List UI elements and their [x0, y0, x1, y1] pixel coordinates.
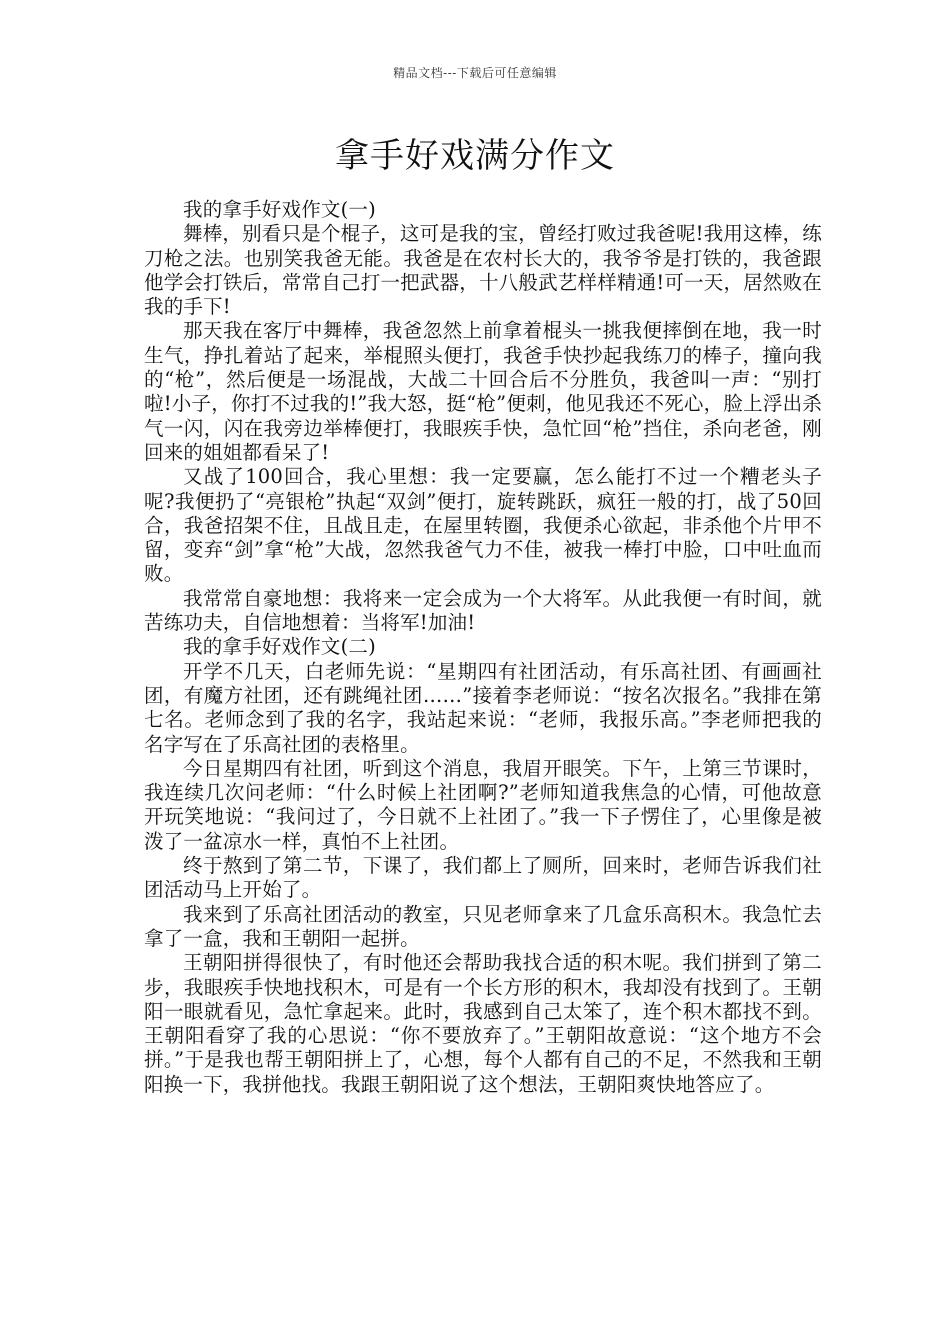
- document-body: [144, 198, 822, 1097]
- paragraph: 开学不几天，白老师先说：“星期四有社团活动，有乐高社团、有画画社团，有魔方社团，还有跳绳社团……”接着李老师说：“按名次报名。”我排在第七名。老师念到了我的名字，我站起来说：“老师，我报乐高。”李老师把我的名字写在了乐高社团的表格里。: [144, 659, 822, 756]
- paragraph: 终于熬到了第二节，下课了，我们都上了厕所，回来时，老师告诉我们社团活动马上开始了。: [144, 854, 822, 902]
- section-heading-1: 我的拿手好戏作文(一): [183, 198, 376, 221]
- paragraph: 那天我在客厅中舞棒，我爸忽然上前拿着棍头一挑我便摔倒在地，我一时生气，挣扎着站了起来，举棍照头便打，我爸手快抄起我练刀的棒子，撞向我的“枪”，然后便是一场混战，大战二十回合后不分胜负，我爸叫一声：“别打啦!小子，你打不过我的!”我大怒，挺“枪”便刺，他见我还不死心，脸上浮出杀气一闪，闪在我旁边举棒便打，我眼疾手快，急忙回“枪”挡住，杀向老爸，刚回来的姐姐都看呆了!: [144, 319, 822, 464]
- paragraph: 我常常自豪地想：我将来一定会成为一个大将军。从此我便一有时间，就苦练功夫，自信地想着：当将军!加油!: [144, 586, 822, 635]
- paragraph: 舞棒，别看只是个棍子，这可是我的宝，曾经打败过我爸呢!我用这棒，练刀枪之法。也别笑我爸无能。我爸是在农村长大的，我爷爷是打铁的，我爸跟他学会打铁后，常常自己打一把武器，十八般武艺样样精通!可一天，居然败在我的手下!: [144, 222, 822, 319]
- paragraph: 今日星期四有社团，听到这个消息，我眉开眼笑。下午，上第三节课时，我连续几次问老师：“什么时候上社团啊?”老师知道我焦急的心情，可他故意开玩笑地说：“我问过了，今日就不上社团了。”我一下子愣住了，心里像是被泼了一盆凉水一样，真怕不上社团。: [144, 756, 822, 853]
- paragraph: 我来到了乐高社团活动的教室，只见老师拿来了几盒乐高积木。我急忙去拿了一盒，我和王朝阳一起拼。: [144, 902, 822, 950]
- section-heading-2: 我的拿手好戏作文(二): [183, 635, 376, 659]
- paragraph: 王朝阳拼得很快了，有时他还会帮助我找合适的积木呢。我们拼到了第二步，我眼疾手快地找积木，可是有一个长方形的积木，我却没有找到了。王朝阳一眼就看见，急忙拿起来。此时，我感到自己太笨了，连个积木都找不到。王朝阳看穿了我的心思说：“你不要放弃了。”王朝阳故意说：“这个地方不会拼。”于是我也帮王朝阳拼上了，心想，每个人都有自己的不足，不然我和王朝阳换一下，我拼他找。我跟王朝阳说了这个想法，王朝阳爽快地答应了。: [144, 951, 822, 1096]
- paragraph: 又战了100回合，我心里想：我一定要赢，怎么能打不过一个糟老头子呢?我便扔了“亮银枪”执起“双剑”便打，旋转跳跃，疯狂一般的打，战了50回合，我爸招架不住，且战且走，在屋里转圈，我便杀心欲起，非杀他个片甲不留，变弃“剑”拿“枪”大战，忽然我爸气力不佳，被我一棒打中脸，口中吐血而败。: [144, 465, 822, 586]
- page-header: 精品文档---下载后可任意编辑: [393, 66, 557, 80]
- document-title: 拿手好戏满分作文: [335, 136, 615, 176]
